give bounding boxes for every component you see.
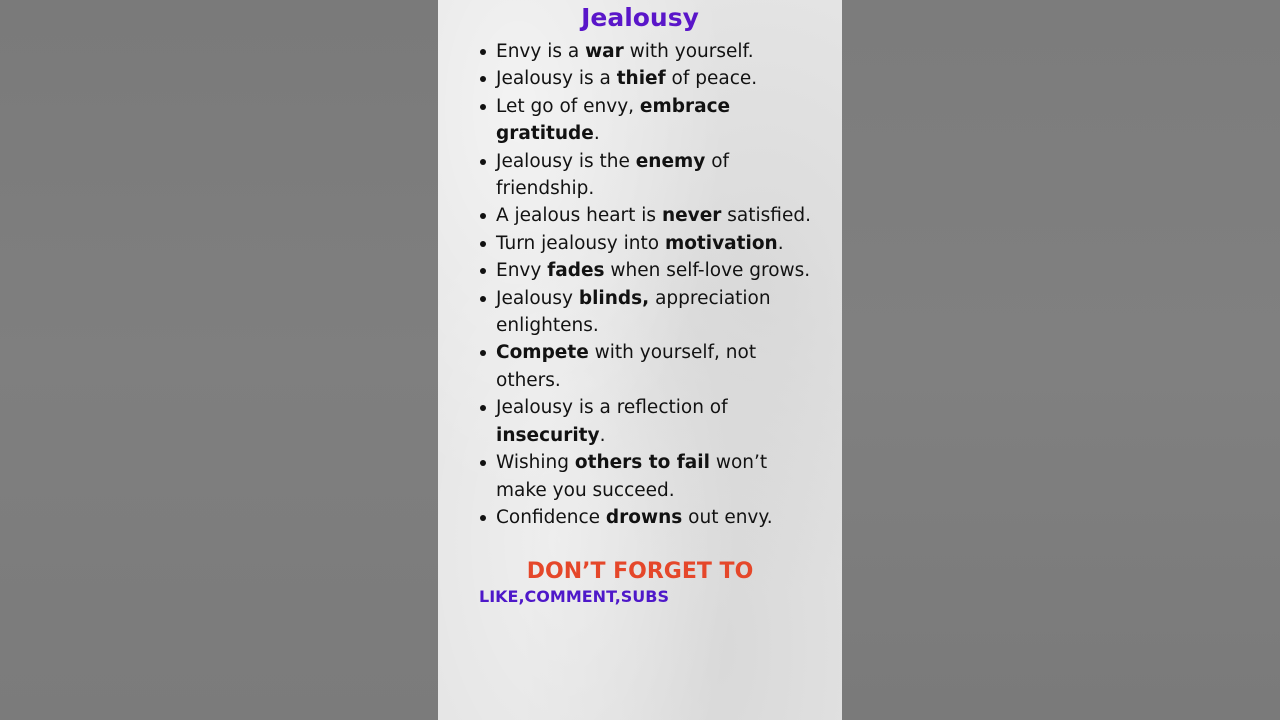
quote-item: Envy fades when self-love grows. <box>478 257 818 284</box>
quote-item: Confidence drowns out envy. <box>478 504 818 531</box>
right-letterbox <box>842 0 1280 720</box>
quote-item: A jealous heart is never satisfied. <box>478 202 818 229</box>
quote-item: Jealousy is a thief of peace. <box>478 65 818 92</box>
card-title: Jealousy <box>581 3 699 32</box>
cta-actions: LIKE,COMMENT,SUBS <box>479 587 670 606</box>
quote-item: Jealousy is the enemy of friendship. <box>478 148 818 203</box>
quote-card <box>438 0 842 720</box>
quote-item: Jealousy blinds, appreciation enlightens. <box>478 285 818 340</box>
cta-reminder: DON’T FORGET TO <box>526 559 754 584</box>
quote-list <box>478 38 818 531</box>
quote-item: Turn jealousy into motivation. <box>478 230 818 257</box>
quote-item: Jealousy is a reflection of insecurity. <box>478 394 818 449</box>
quote-item: Wishing others to fail won’t make you succeed. <box>478 449 818 504</box>
quote-item: Compete with yourself, not others. <box>478 339 818 394</box>
left-letterbox <box>0 0 438 720</box>
quote-item: Envy is a war with yourself. <box>478 38 818 65</box>
quote-item: Let go of envy, embrace gratitude. <box>478 93 818 148</box>
